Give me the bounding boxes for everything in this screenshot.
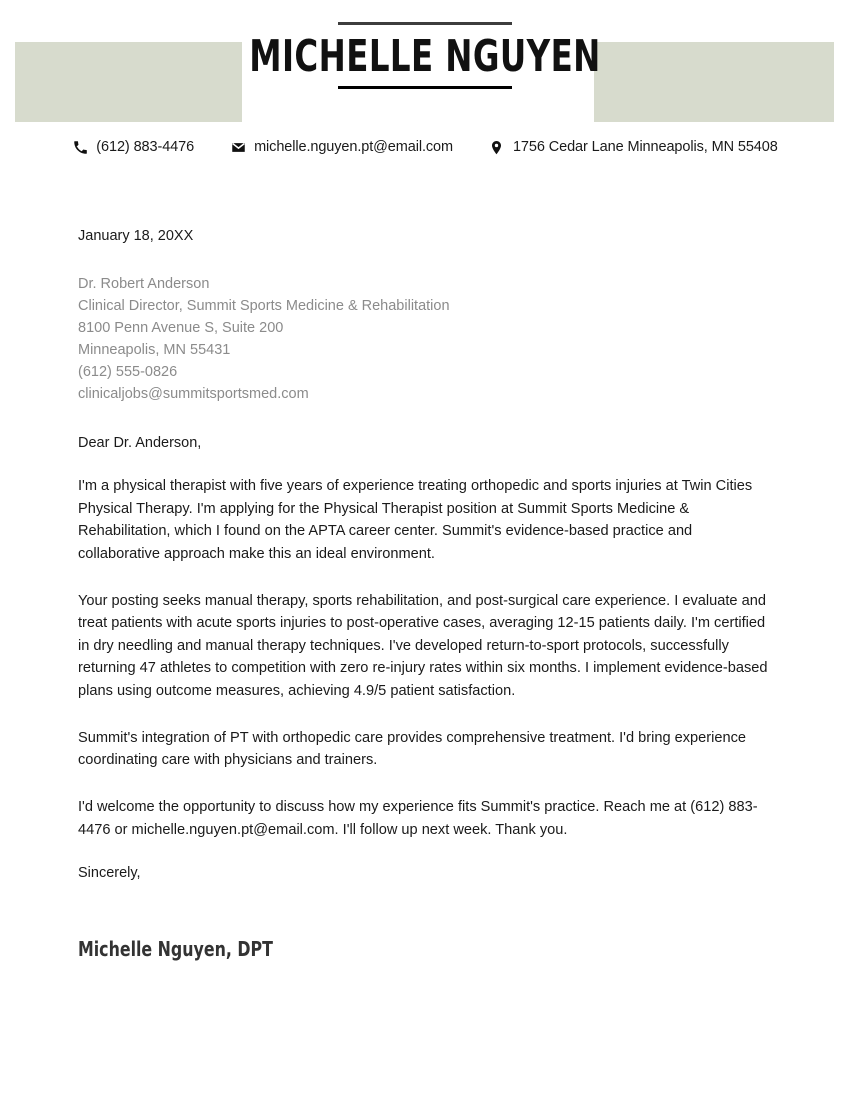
address-text: 1756 Cedar Lane Minneapolis, MN 55408 — [512, 139, 778, 155]
map-pin-icon — [489, 139, 505, 155]
recipient-block — [78, 273, 768, 405]
salutation: Dear Dr. Anderson, — [78, 435, 202, 452]
closing: Sincerely, — [78, 865, 141, 882]
name-rule-bottom — [338, 86, 512, 89]
recipient-street: 8100 Penn Avenue S, Suite 200 — [78, 320, 284, 337]
phone-text: (612) 883-4476 — [96, 139, 195, 155]
body-paragraph-1: I'm a physical therapist with five years of experience treating orthopedic and sports injuries at Twin Cities Physical Therapy. I'm applying for the Physical Therapist position at Summit Sports Medicine & Rehabilitation, which I found on the APTA career center. Summit's evidence-based practice and collaborative approach make this an ideal environment. — [78, 478, 753, 563]
letter-body — [78, 228, 768, 961]
recipient-title: Clinical Director, Summit Sports Medicine & Rehabilitation — [78, 298, 450, 315]
recipient-email: clinicaljobs@summitsportsmed.com — [78, 386, 309, 403]
applicant-name: MICHELLE NGUYEN — [249, 31, 601, 82]
recipient-name: Dr. Robert Anderson — [78, 276, 210, 292]
signature-name: Michelle Nguyen, DPT — [78, 937, 273, 962]
body-paragraph-4: I'd welcome the opportunity to discuss how my experience fits Summit's practice. Reach me at (612) 883-4476 or michelle.nguyen.pt@email.com. I'll follow up next week. Thank you. — [78, 798, 758, 838]
contact-phone — [72, 139, 194, 155]
body-paragraph-2: Your posting seeks manual therapy, sports rehabilitation, and post-surgical care experience. I evaluate and treat patients with acute sports injuries to post-operative cases, averaging 12-15 patients daily. I'm certified in dry needling and manual therapy techniques. I've developed return-to-sport protocols, successfully returning 47 athletes to competition with zero re-injury rates within six months. I implement evidence-based plans using outcome measures, achieving 4.9/5 patient satisfaction. — [78, 592, 768, 700]
contact-row — [0, 139, 850, 155]
letterhead-header — [0, 0, 850, 128]
recipient-phone: (612) 555-0826 — [78, 364, 178, 381]
phone-icon — [72, 139, 88, 155]
name-block — [0, 22, 850, 89]
envelope-icon — [230, 139, 246, 155]
letter-date: January 18, 20XX — [78, 228, 194, 244]
body-paragraph-3: Summit's integration of PT with orthopedic care provides comprehensive treatment. I'd bring experience coordinating care with physicians and trainers. — [78, 729, 747, 769]
contact-address — [489, 139, 778, 155]
recipient-city-state-zip: Minneapolis, MN 55431 — [78, 342, 231, 359]
name-rule-top — [338, 22, 512, 25]
contact-email — [230, 139, 453, 155]
email-text: michelle.nguyen.pt@email.com — [254, 139, 453, 155]
